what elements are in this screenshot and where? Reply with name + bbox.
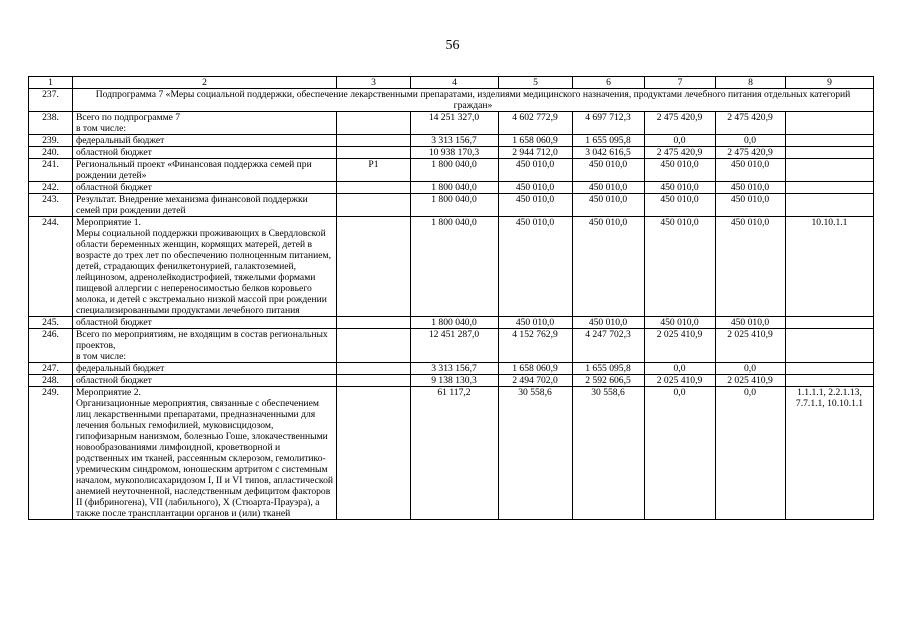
year-amount: 0,0 xyxy=(645,135,716,147)
year-amount: 450 010,0 xyxy=(573,217,645,317)
table-row xyxy=(29,363,874,375)
project-code xyxy=(337,182,411,194)
year-amount: 450 010,0 xyxy=(499,217,573,317)
column-number: 6 xyxy=(573,77,645,89)
column-number: 8 xyxy=(716,77,786,89)
row-name-text: федеральный бюджет xyxy=(76,135,165,146)
year-amount: 450 010,0 xyxy=(499,182,573,194)
year-amount: 2 025 410,9 xyxy=(645,329,716,363)
year-amount: 2 592 606,5 xyxy=(573,375,645,387)
table-row xyxy=(29,375,874,387)
year-amount: 1 658 060,9 xyxy=(499,135,573,147)
year-amount: 450 010,0 xyxy=(716,317,786,329)
year-amount: 4 247 702,3 xyxy=(573,329,645,363)
row-name xyxy=(73,147,337,159)
year-amount: 2 944 712,0 xyxy=(499,147,573,159)
table-row xyxy=(29,135,874,147)
target-indicators xyxy=(786,182,874,194)
row-number: 248. xyxy=(29,375,73,387)
row-number: 247. xyxy=(29,363,73,375)
row-name-text: федеральный бюджет xyxy=(76,363,165,374)
column-number: 4 xyxy=(411,77,499,89)
year-amount: 2 494 702,0 xyxy=(499,375,573,387)
year-amount: 0,0 xyxy=(716,363,786,375)
row-name xyxy=(73,112,337,135)
row-name-text: Результат. Внедрение механизма финансовой поддержки семей при рождении детей xyxy=(76,194,308,216)
year-amount: 450 010,0 xyxy=(716,159,786,182)
target-indicators xyxy=(786,135,874,147)
row-number: 244. xyxy=(29,217,73,317)
year-amount: 450 010,0 xyxy=(645,182,716,194)
column-number: 5 xyxy=(499,77,573,89)
table-row xyxy=(29,217,874,317)
year-amount: 450 010,0 xyxy=(573,194,645,217)
row-name xyxy=(73,217,337,317)
target-indicators xyxy=(786,159,874,182)
total-amount: 3 313 156,7 xyxy=(411,363,499,375)
project-code xyxy=(337,387,411,520)
project-code xyxy=(337,363,411,375)
row-name xyxy=(73,135,337,147)
row-number: 241. xyxy=(29,159,73,182)
year-amount: 1 655 095,8 xyxy=(573,363,645,375)
project-code xyxy=(337,194,411,217)
row-number: 238. xyxy=(29,112,73,135)
target-indicators xyxy=(786,112,874,135)
total-amount: 61 117,2 xyxy=(411,387,499,520)
total-amount: 1 800 040,0 xyxy=(411,182,499,194)
column-number: 7 xyxy=(645,77,716,89)
total-amount: 1 800 040,0 xyxy=(411,217,499,317)
row-number: 243. xyxy=(29,194,73,217)
column-number-row xyxy=(29,77,874,89)
row-name-text: Всего по подпрограмме 7 в том числе: xyxy=(76,112,181,134)
row-number: 242. xyxy=(29,182,73,194)
row-name xyxy=(73,182,337,194)
project-code xyxy=(337,317,411,329)
row-name xyxy=(73,317,337,329)
column-number: 3 xyxy=(337,77,411,89)
year-amount: 450 010,0 xyxy=(499,159,573,182)
row-name xyxy=(73,194,337,217)
year-amount: 450 010,0 xyxy=(645,217,716,317)
year-amount: 450 010,0 xyxy=(499,194,573,217)
year-amount: 450 010,0 xyxy=(645,317,716,329)
table-row xyxy=(29,159,874,182)
page-number: 56 xyxy=(445,38,460,53)
project-code: Р1 xyxy=(337,159,411,182)
total-amount: 1 800 040,0 xyxy=(411,159,499,182)
target-indicators xyxy=(786,363,874,375)
year-amount: 2 025 410,9 xyxy=(716,329,786,363)
year-amount: 0,0 xyxy=(716,387,786,520)
table-row xyxy=(29,329,874,363)
year-amount: 450 010,0 xyxy=(499,317,573,329)
row-number: 249. xyxy=(29,387,73,520)
project-code xyxy=(337,147,411,159)
year-amount: 0,0 xyxy=(645,363,716,375)
total-amount: 1 800 040,0 xyxy=(411,317,499,329)
table-row xyxy=(29,182,874,194)
year-amount: 1 658 060,9 xyxy=(499,363,573,375)
project-code xyxy=(337,112,411,135)
row-number: 239. xyxy=(29,135,73,147)
year-amount: 0,0 xyxy=(716,135,786,147)
year-amount: 4 602 772,9 xyxy=(499,112,573,135)
target-indicators: 1.1.1.1, 2.2.1.13, 7.7.1.1, 10.10.1.1 xyxy=(786,387,874,520)
subprogram-row xyxy=(29,89,874,112)
target-indicators xyxy=(786,317,874,329)
year-amount: 3 042 616,5 xyxy=(573,147,645,159)
year-amount: 2 475 420,9 xyxy=(716,112,786,135)
row-number: 246. xyxy=(29,329,73,363)
total-amount: 10 938 170,3 xyxy=(411,147,499,159)
row-name xyxy=(73,329,337,363)
year-amount: 450 010,0 xyxy=(645,159,716,182)
total-amount: 1 800 040,0 xyxy=(411,194,499,217)
row-number: 240. xyxy=(29,147,73,159)
year-amount: 4 152 762,9 xyxy=(499,329,573,363)
row-name-text: Мероприятие 2. Организационные мероприятия, связанные с обеспечением лиц лекарственными препаратами, предназначенными для лечения больных гемофилией, муковисцидозом, гипофизарным нанизмом, болезнью Гоше, злокачественными новообразованиями лимфоидной, кроветворной и родственных им тканей, рассеянным склерозом, гемолитико-уремическим синдромом, юношеским артритом с системным началом, мукополисахаридозом I, II и VI типов, апластической анемией неуточненной, наследственным дефицитом факторов II (фибриногена), VII (лабильного), X (Стюарта-Прауэра), а также после трансплантации органов и (или) тканей xyxy=(76,387,333,519)
target-indicators xyxy=(786,375,874,387)
row-name xyxy=(73,159,337,182)
subprogram-title: Подпрограмма 7 «Меры социальной поддержки, обеспечение лекарственными препаратами, изделиями медицинского назначения, продуктами лечебного питания отдельных категорий граждан» xyxy=(73,89,874,112)
total-amount: 9 138 130,3 xyxy=(411,375,499,387)
total-amount: 12 451 287,0 xyxy=(411,329,499,363)
year-amount: 450 010,0 xyxy=(573,317,645,329)
total-amount: 3 313 156,7 xyxy=(411,135,499,147)
target-indicators xyxy=(786,329,874,363)
table-row xyxy=(29,387,874,520)
project-code xyxy=(337,375,411,387)
row-name-text: областной бюджет xyxy=(76,375,152,386)
year-amount: 450 010,0 xyxy=(716,194,786,217)
row-number: 245. xyxy=(29,317,73,329)
target-indicators xyxy=(786,194,874,217)
table-row xyxy=(29,194,874,217)
table-row xyxy=(29,317,874,329)
year-amount: 450 010,0 xyxy=(573,159,645,182)
row-name-text: Мероприятие 1. Меры социальной поддержки проживающих в Свердловской области беременных женщин, кормящих матерей, детей в возрасте до трех лет по обеспечению полноценным питанием, детей, страдающих фенилкетонурией, галактоземией, лейцинозом, адренолейкодистрофией, тяжелыми формами пищевой аллергии с непереносимостью белков коровьего молока, и детей с экстремально низкой массой при рождении специализированными продуктами лечебного питания xyxy=(76,217,331,316)
column-number: 9 xyxy=(786,77,874,89)
year-amount: 2 475 420,9 xyxy=(716,147,786,159)
year-amount: 0,0 xyxy=(645,387,716,520)
year-amount: 450 010,0 xyxy=(645,194,716,217)
budget-table xyxy=(28,76,874,520)
year-amount: 2 025 410,9 xyxy=(716,375,786,387)
table-row xyxy=(29,147,874,159)
year-amount: 450 010,0 xyxy=(716,182,786,194)
row-name-text: Всего по мероприятиям, не входящим в состав региональных проектов, в том числе: xyxy=(76,329,328,362)
year-amount: 2 475 420,9 xyxy=(645,112,716,135)
project-code xyxy=(337,135,411,147)
year-amount: 450 010,0 xyxy=(716,217,786,317)
row-number: 237. xyxy=(29,89,73,112)
table-row xyxy=(29,112,874,135)
row-name xyxy=(73,387,337,520)
column-number: 1 xyxy=(29,77,73,89)
target-indicators: 10.10.1.1 xyxy=(786,217,874,317)
year-amount: 1 655 095,8 xyxy=(573,135,645,147)
row-name-text: областной бюджет xyxy=(76,182,152,193)
project-code xyxy=(337,329,411,363)
year-amount: 4 697 712,3 xyxy=(573,112,645,135)
year-amount: 30 558,6 xyxy=(573,387,645,520)
year-amount: 30 558,6 xyxy=(499,387,573,520)
row-name-text: Региональный проект «Финансовая поддержка семей при рождении детей» xyxy=(76,159,312,181)
row-name xyxy=(73,375,337,387)
year-amount: 2 025 410,9 xyxy=(645,375,716,387)
total-amount: 14 251 327,0 xyxy=(411,112,499,135)
row-name-text: областной бюджет xyxy=(76,317,152,328)
year-amount: 2 475 420,9 xyxy=(645,147,716,159)
project-code xyxy=(337,217,411,317)
row-name xyxy=(73,363,337,375)
column-number: 2 xyxy=(73,77,337,89)
target-indicators xyxy=(786,147,874,159)
year-amount: 450 010,0 xyxy=(573,182,645,194)
row-name-text: областной бюджет xyxy=(76,147,152,158)
